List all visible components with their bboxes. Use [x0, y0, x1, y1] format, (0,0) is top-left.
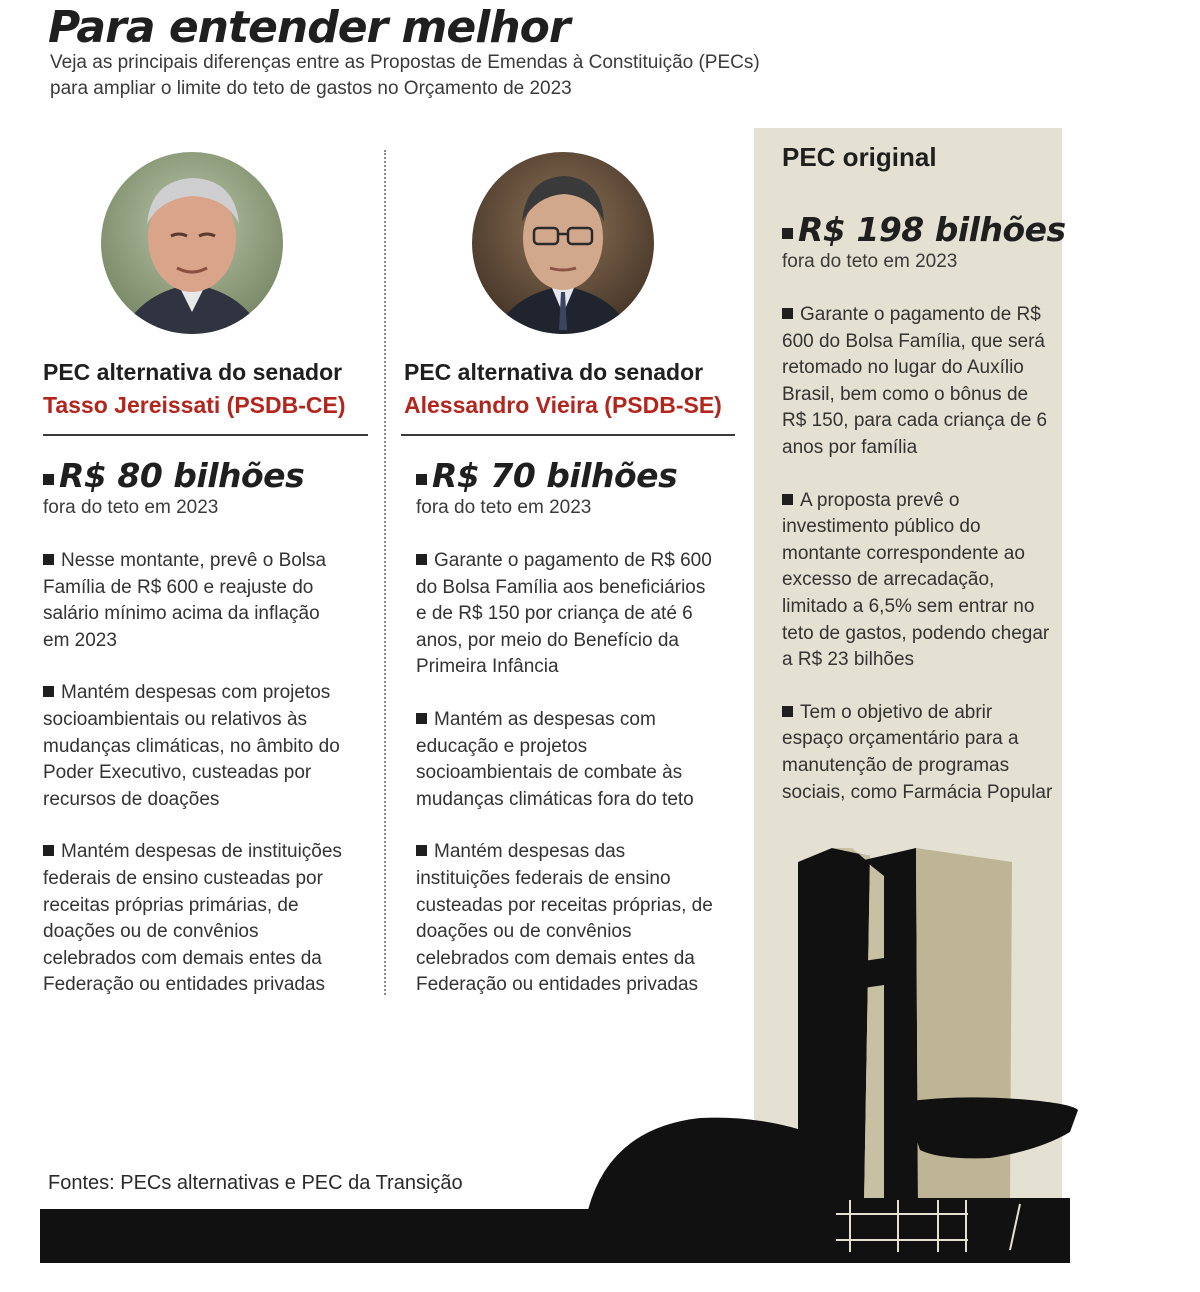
page-title: Para entender melhor [48, 2, 570, 53]
list-item: Mantém despesas de instituições federais de ensino custeadas por receitas próprias primárias, de doações ou de convênios celebrados com demais entes da Federação ou entidades privadas [43, 841, 342, 996]
amount-note: fora do teto em 2023 [782, 251, 958, 272]
amount-note: fora do teto em 2023 [43, 497, 219, 518]
list-item: Tem o objetivo de abrir espaço orçamentário para a manutenção de programas sociais, como Farmácia Popular [782, 701, 1053, 803]
list-item: A proposta prevê o investimento público do montante correspondente ao excesso de arrecadação, limitado a 6,5% sem entrar no teto de gastos, podendo chegar a R$ 23 bilhões [782, 489, 1050, 671]
column-heading-label: PEC alternativa do senador [43, 359, 343, 385]
list-item: Garante o pagamento de R$ 600 do Bolsa Família, que será retomado no lugar do Auxílio Brasil, bem como o bônus de R$ 150, para cada criança de 6 anos por família [782, 304, 1048, 458]
list-item: Mantém despesas com projetos socioambientais ou relativos às mudanças climáticas, no âmbito do Poder Executivo, custeadas por recursos de doações [43, 682, 340, 810]
sources-note: Fontes: PECs alternativas e PEC da Transição [48, 1172, 463, 1194]
senator-name: Tasso Jereissati (PSDB-CE) [43, 392, 346, 418]
list-item: Nesse montante, prevê o Bolsa Família de R$ 600 e reajuste do salário mínimo acima da inflação em 2023 [43, 550, 327, 651]
list-item: Mantém despesas das instituições federais de ensino custeadas por receitas próprias, de doações ou de convênios celebrados com demais entes da Federação ou entidades privadas [416, 841, 713, 996]
amount-value: R$ 198 bilhões [798, 210, 1066, 249]
amount-value: R$ 70 bilhões [432, 456, 678, 495]
senator-name: Alessandro Vieira (PSDB-SE) [404, 392, 722, 418]
list-item: Mantém as despesas com educação e projetos socioambientais de combate às mudanças climáticas fora do teto [416, 708, 694, 810]
list-item: Garante o pagamento de R$ 600 do Bolsa Família aos beneficiários e de R$ 150 por criança de até 6 anos, por meio do Benefício da Primeira Infância [416, 550, 712, 678]
original-pec-heading: PEC original [782, 142, 937, 172]
amount-note: fora do teto em 2023 [416, 497, 592, 518]
page-subtitle: Veja as principais diferenças entre as Propostas de Emendas à Constituição (PECs) para ampliar o limite do teto de gastos no Orçamento de 2023 [50, 52, 760, 99]
column-heading-label: PEC alternativa do senador [404, 359, 704, 385]
amount-value: R$ 80 bilhões [59, 456, 305, 495]
